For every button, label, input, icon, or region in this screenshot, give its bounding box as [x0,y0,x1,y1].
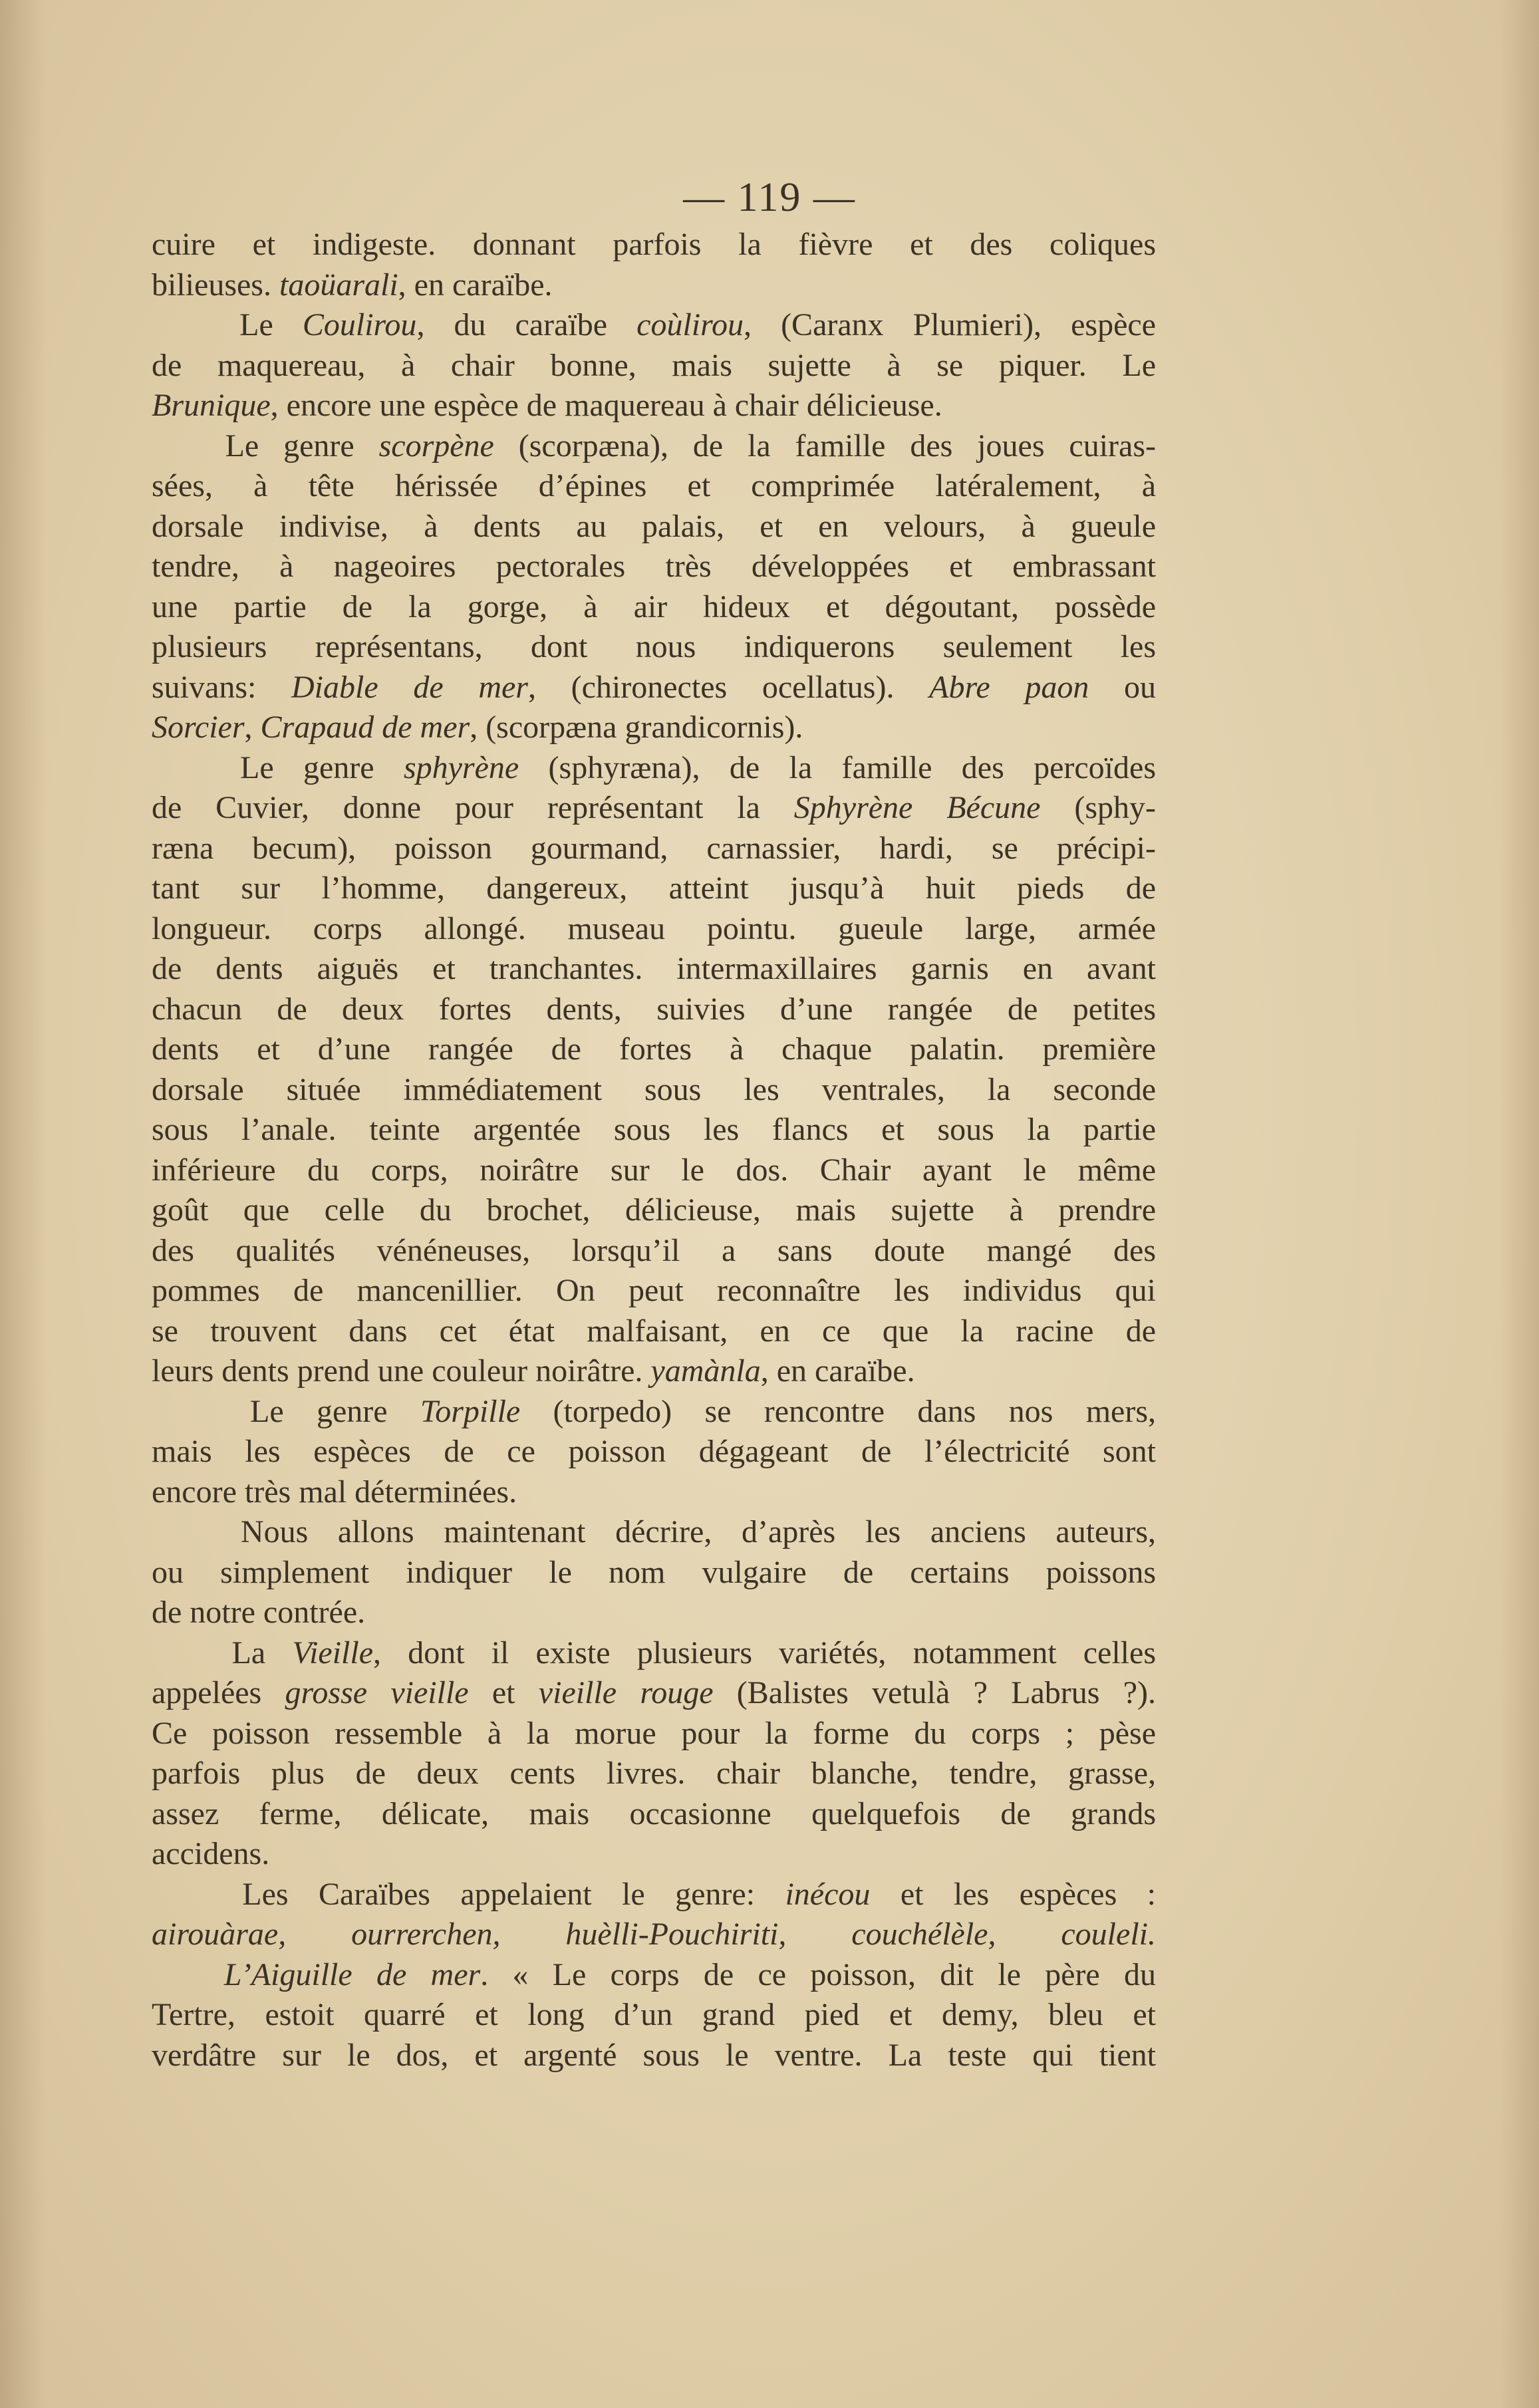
text-line: longueur. corps allongé. museau pointu. gueule large, armée [152,910,1156,946]
text-line: Le Coulirou, du caraïbe coùlirou, (Caranx Plumieri), espèce [152,307,1156,342]
text-line: pommes de mancenillier. On peut reconnaître les individus qui [152,1273,1156,1308]
text-line: parfois plus de deux cents livres. chair blanche, tendre, grasse, [152,1756,1156,1791]
text-line: se trouvent dans cet état malfaisant, en ce que la racine de [152,1313,1156,1349]
text-line: La Vieille, dont il existe plusieurs variétés, notamment celles [152,1635,1156,1671]
text-line: tendre, à nageoires pectorales très développées et embrassant [152,549,1156,584]
text-line: tant sur l’homme, dangereux, atteint jusqu’à huit pieds de [152,870,1156,906]
text-line: appelées grosse vieille et vieille rouge (Balistes vetulà ? Labrus ?). [152,1675,1156,1710]
text-line: assez ferme, délicate, mais occasionne quelquefois de grands [152,1796,1156,1831]
text-line: de Cuvier, donne pour représentant la Sphyrène Bécune (sphy- [152,790,1156,825]
text-line: leurs dents prend une couleur noirâtre. yamànla, en caraïbe. [152,1353,915,1389]
text-line: Le genre Torpille (torpedo) se rencontre dans nos mers, [152,1393,1156,1429]
text-line: ræna becum), poisson gourmand, carnassier, hardi, se précipi- [152,830,1156,866]
text-line: suivans: Diable de mer, (chironectes ocellatus). Abre paon ou [152,669,1156,705]
text-line: mais les espèces de ce poisson dégageant de l’électricité sont [152,1434,1156,1469]
text-line: Tertre, estoit quarré et long d’un grand pied et demy, bleu et [152,1997,1156,2032]
page-number: — 119 — [683,175,856,220]
text-line: plusieurs représentans, dont nous indiquerons seulement les [152,629,1156,664]
text-line: dents et d’une rangée de fortes à chaque palatin. première [152,1031,1156,1067]
text-line: dorsale indivise, à dents au palais, et en velours, à gueule [152,508,1156,544]
text-line: goût que celle du brochet, délicieuse, mais sujette à prendre [152,1192,1156,1228]
text-line: L’Aiguille de mer. « Le corps de ce poisson, dit le père du [223,1956,1156,1992]
text-line: Nous allons maintenant décrire, d’après les anciens auteurs, [152,1514,1156,1549]
text-line: sées, à tête hérissée d’épines et comprimée latéralement, à [152,468,1156,503]
text-line: Les Caraïbes appelaient le genre: inécou et les espèces : [152,1876,1156,1912]
text-line: de dents aiguës et tranchantes. intermaxillaires garnis en avant [152,951,1156,986]
text-line: sous l’anale. teinte argentée sous les flancs et sous la partie [152,1112,1156,1147]
page-edge-shadow-left [0,0,47,2408]
text-line: airouàrae, ourrerchen, huèlli-Pouchiriti, couchélèle, couleli. [152,1917,1156,1952]
text-line: inférieure du corps, noirâtre sur le dos. Chair ayant le même [152,1152,1156,1188]
text-line: verdâtre sur le dos, et argenté sous le ventre. La teste qui tient [152,2037,1156,2073]
text-line: des qualités vénéneuses, lorsqu’il a sans doute mangé des [152,1232,1156,1268]
text-line: Le genre scorpène (scorpæna), de la famille des joues cuiras- [152,428,1156,464]
page-edge-shadow-right [1499,0,1539,2408]
text-line: Sorcier, Crapaud de mer, (scorpæna grandicornis). [152,710,803,745]
text-line: cuire et indigeste. donnant parfois la fièvre et des coliques [152,227,1156,262]
text-line: accidens. [152,1836,270,1871]
text-line: Brunique, encore une espèce de maquereau à chair délicieuse. [152,388,942,423]
text-line: une partie de la gorge, à air hideux et dégoutant, possède [152,589,1156,624]
text-line: Le genre sphyrène (sphyræna), de la famille des percoïdes [152,749,1156,785]
text-line: encore très mal déterminées. [152,1474,517,1510]
text-line: ou simplement indiquer le nom vulgaire de certains poissons [152,1554,1156,1590]
text-line: de notre contrée. [152,1595,366,1630]
text-line: dorsale située immédiatement sous les ventrales, la seconde [152,1071,1156,1107]
text-line: chacun de deux fortes dents, suivies d’une rangée de petites [152,991,1156,1027]
text-line: bilieuses. taoüarali, en caraïbe. [152,267,553,303]
text-line: de maquereau, à chair bonne, mais sujette à se piquer. Le [152,347,1156,383]
body-text [152,225,1156,2075]
text-line: Ce poisson ressemble à la morue pour la forme du corps ; pèse [152,1715,1156,1751]
